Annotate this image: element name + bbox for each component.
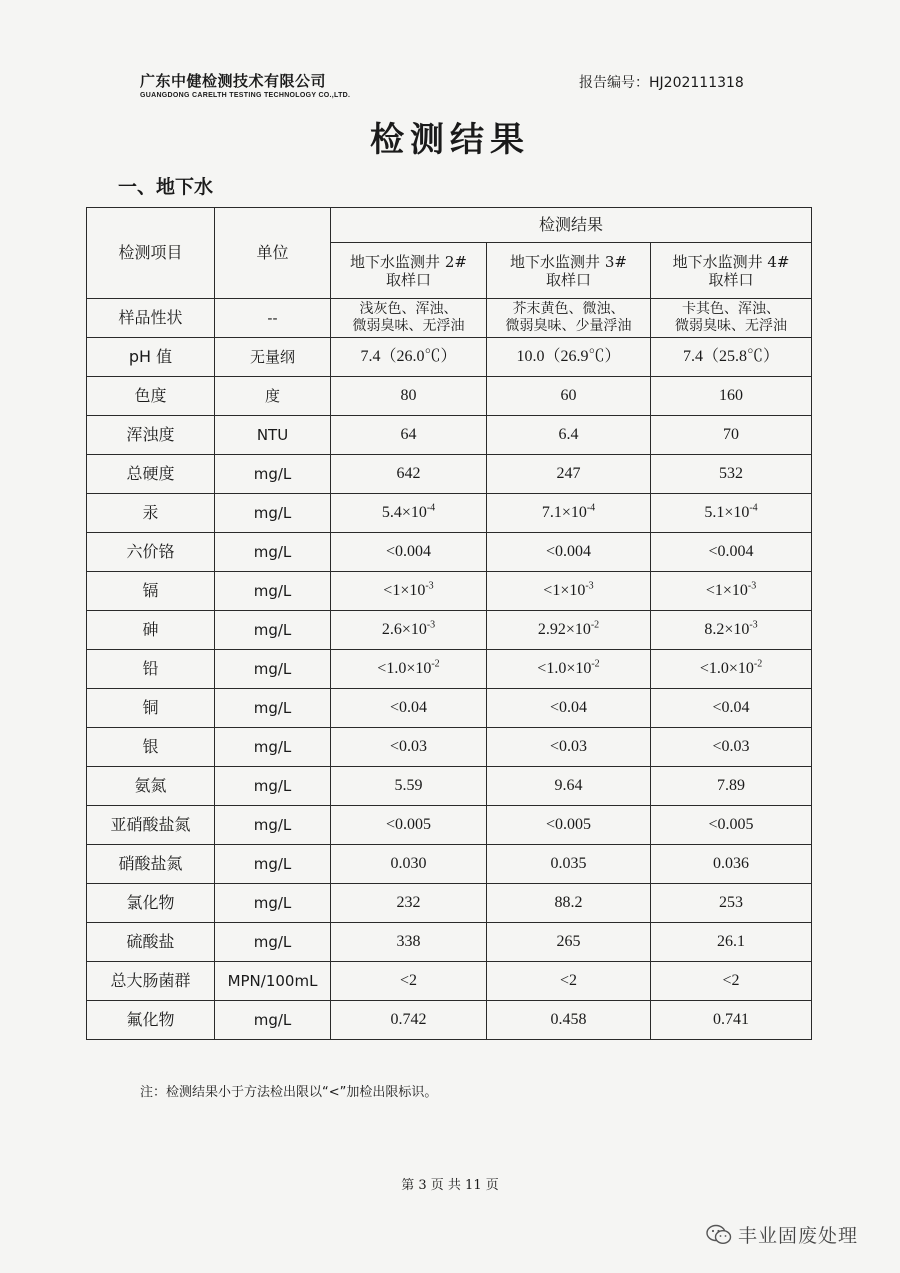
cell-value: <0.03 [651,728,812,767]
cell-value: 642 [331,455,487,494]
table-row [87,299,812,338]
header-unit: 单位 [215,208,331,299]
company-header [140,70,350,99]
cell-value: $<1\times 10^{-3}$ [651,572,812,611]
cell-value: 0.036 [651,845,812,884]
row-name: 亚硝酸盐氮 [87,806,215,845]
row-unit: mg/L [215,884,331,923]
company-name-cn: 广东中健检测技术有限公司 [140,72,327,90]
cell-value: 7.4（26.0℃） [331,338,487,377]
table-row [87,338,812,377]
row-unit: mg/L [215,494,331,533]
cell-value: $5.1\times 10^{-4}$ [651,494,812,533]
table-row [87,728,812,767]
cell-value: 0.035 [487,845,651,884]
cell-value: 253 [651,884,812,923]
row-name: 铜 [87,689,215,728]
table-row [87,806,812,845]
row-unit: 度 [215,377,331,416]
row-name: 砷 [87,611,215,650]
cell-value: $5.4\times 10^{-4}$ [331,494,487,533]
row-name: 氯化物 [87,884,215,923]
table-row [87,1001,812,1040]
cell-value: 5.59 [331,767,487,806]
cell-value: $7.1\times 10^{-4}$ [487,494,651,533]
cell-value: <0.004 [651,533,812,572]
row-unit: mg/L [215,845,331,884]
table-row [87,377,812,416]
cell-value: 80 [331,377,487,416]
cell-value: $<1.0\times 10^{-2}$ [651,650,812,689]
cell-value: 10.0（26.9℃） [487,338,651,377]
row-unit: mg/L [215,455,331,494]
cell-value: 卡其色、浑浊、 微弱臭味、无浮油 [651,299,812,338]
wechat-icon [706,1224,732,1246]
table-row [87,689,812,728]
row-name: 硫酸盐 [87,923,215,962]
cell-value: 0.741 [651,1001,812,1040]
cell-value: 60 [487,377,651,416]
cell-value: 0.742 [331,1001,487,1040]
cell-value: 7.89 [651,767,812,806]
table-row [87,533,812,572]
cell-value: <0.04 [487,689,651,728]
table-row [87,962,812,1001]
cell-value: $<1.0\times 10^{-2}$ [487,650,651,689]
table-row [87,611,812,650]
row-unit: mg/L [215,689,331,728]
row-unit: mg/L [215,533,331,572]
cell-value: 64 [331,416,487,455]
header-item: 检测项目 [87,208,215,299]
row-name: pH 值 [87,338,215,377]
row-name: 汞 [87,494,215,533]
table-row [87,767,812,806]
cell-value: 7.4（25.8℃） [651,338,812,377]
cell-value: 芥末黄色、微浊、 微弱臭味、少量浮油 [487,299,651,338]
section-heading: 一、地下水 [118,176,214,198]
row-name: 铅 [87,650,215,689]
table-row [87,923,812,962]
cell-value: <0.005 [651,806,812,845]
row-unit: -- [215,299,331,338]
row-name: 总硬度 [87,455,215,494]
cell-value: 160 [651,377,812,416]
row-name: 样品性状 [87,299,215,338]
row-name: 氟化物 [87,1001,215,1040]
cell-value: <2 [331,962,487,1001]
row-unit: mg/L [215,650,331,689]
cell-value: 浅灰色、浑浊、 微弱臭味、无浮油 [331,299,487,338]
watermark [706,1221,858,1248]
report-number: 报告编号：HJ202111318 [579,75,744,91]
cell-value: 26.1 [651,923,812,962]
row-name: 浑浊度 [87,416,215,455]
cell-value: <0.04 [331,689,487,728]
watermark-text: 丰业固废处理 [738,1225,859,1247]
row-unit: 无量纲 [215,338,331,377]
cell-value: 6.4 [487,416,651,455]
header-results: 检测结果 [331,208,812,243]
row-unit: mg/L [215,806,331,845]
table-row [87,455,812,494]
cell-value: 232 [331,884,487,923]
cell-value: $8.2\times 10^{-3}$ [651,611,812,650]
cell-value: <0.004 [487,533,651,572]
cell-value: $<1.0\times 10^{-2}$ [331,650,487,689]
table-header-row [87,208,812,243]
header-well: 地下水监测井 4# 取样口 [651,243,812,299]
cell-value: 247 [487,455,651,494]
cell-value: 265 [487,923,651,962]
row-name: 硝酸盐氮 [87,845,215,884]
row-unit: mg/L [215,572,331,611]
cell-value: <0.03 [487,728,651,767]
cell-value: <2 [487,962,651,1001]
cell-value: <0.005 [487,806,651,845]
row-unit: mg/L [215,611,331,650]
row-unit: mg/L [215,767,331,806]
row-unit: mg/L [215,1001,331,1040]
cell-value: $<1\times 10^{-3}$ [487,572,651,611]
cell-value: 532 [651,455,812,494]
row-unit: NTU [215,416,331,455]
cell-value: 70 [651,416,812,455]
cell-value: 338 [331,923,487,962]
cell-value: <0.04 [651,689,812,728]
table-row [87,845,812,884]
row-unit: MPN/100mL [215,962,331,1001]
table-row [87,572,812,611]
cell-value: $<1\times 10^{-3}$ [331,572,487,611]
cell-value: <0.03 [331,728,487,767]
cell-value: <0.004 [331,533,487,572]
table-row [87,650,812,689]
row-name: 总大肠菌群 [87,962,215,1001]
header-well: 地下水监测井 2# 取样口 [331,243,487,299]
cell-value: <2 [651,962,812,1001]
cell-value: 88.2 [487,884,651,923]
page-number: 第 3 页 共 11 页 [401,1178,499,1193]
row-name: 银 [87,728,215,767]
row-name: 镉 [87,572,215,611]
cell-value: $2.92\times 10^{-2}$ [487,611,651,650]
header-well: 地下水监测井 3# 取样口 [487,243,651,299]
row-name: 色度 [87,377,215,416]
results-table [86,207,812,1040]
row-unit: mg/L [215,728,331,767]
footnote: 注：检测结果小于方法检出限以“<”加检出限标识。 [140,1085,438,1100]
row-name: 六价铬 [87,533,215,572]
row-unit: mg/L [215,923,331,962]
page-title: 检测结果 [370,120,530,160]
company-name-en: GUANGDONG CARELTH TESTING TECHNOLOGY CO.,LTD. [140,92,351,99]
cell-value: 0.458 [487,1001,651,1040]
cell-value: <0.005 [331,806,487,845]
table-row [87,494,812,533]
table-row [87,416,812,455]
row-name: 氨氮 [87,767,215,806]
table-row [87,884,812,923]
cell-value: 0.030 [331,845,487,884]
cell-value: 9.64 [487,767,651,806]
cell-value: $2.6\times 10^{-3}$ [331,611,487,650]
